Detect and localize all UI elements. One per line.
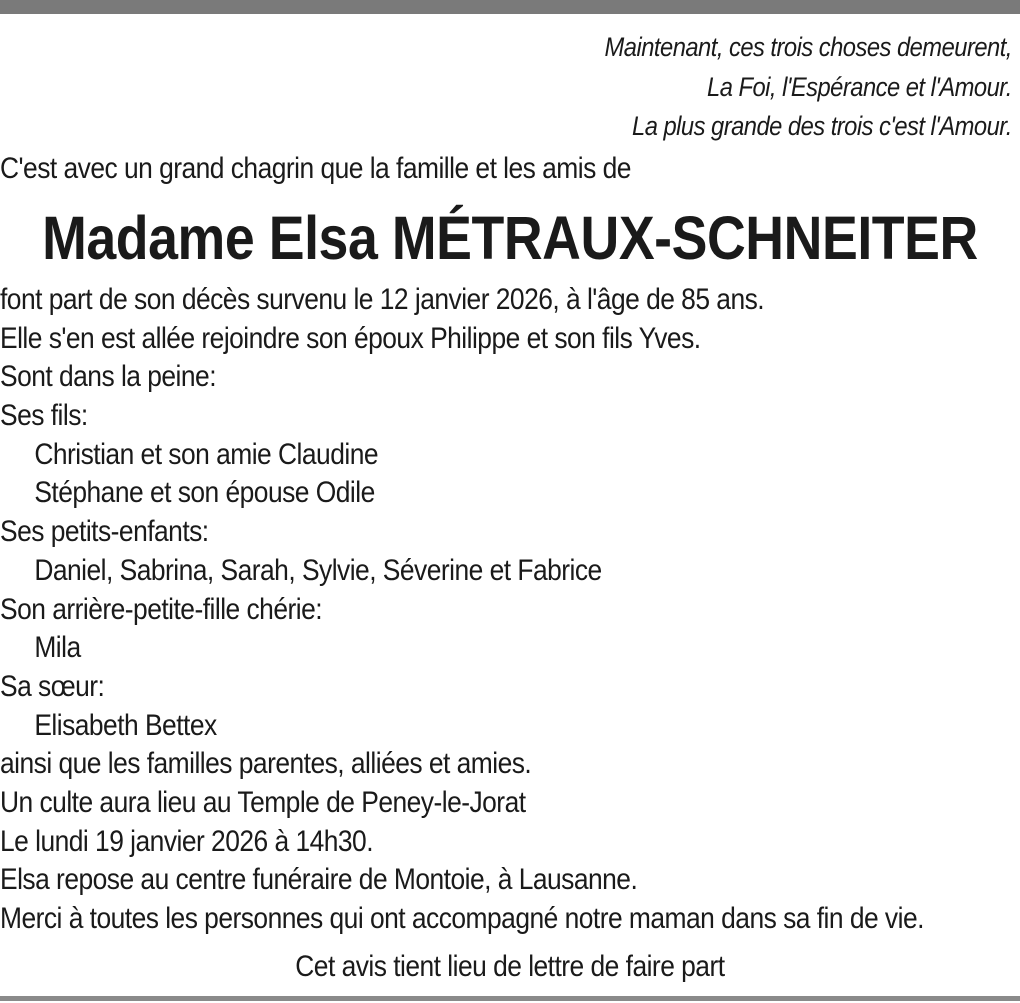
family-member: Elisabeth Bettex <box>34 708 217 742</box>
family-group-heading: Ses fils: <box>0 399 88 433</box>
family-member: Mila <box>34 631 81 665</box>
family-member: Christian et son amie Claudine <box>34 437 379 471</box>
announcement-line: ainsi que les familles parentes, alliées et amies. <box>0 747 532 781</box>
family-group-heading: Sa sœur: <box>0 669 105 703</box>
family-member: Stéphane et son épouse Odile <box>34 476 375 510</box>
bottom-border <box>0 996 1020 1001</box>
announcement-lines <box>0 281 1012 939</box>
epigraph-line: Maintenant, ces trois choses demeurent, <box>604 32 1012 62</box>
family-member: Daniel, Sabrina, Sarah, Sylvie, Séverine et Fabrice <box>34 553 602 587</box>
intro-text: C'est avec un grand chagrin que la famille et les amis de <box>0 152 631 185</box>
epigraph-line: La plus grande des trois c'est l'Amour. <box>632 111 1012 141</box>
announcement-line: Sont dans la peine: <box>0 360 217 394</box>
family-group-heading: Ses petits-enfants: <box>0 515 209 549</box>
deceased-name: Madame Elsa MÉTRAUX-SCHNEITER <box>42 204 978 272</box>
epigraph-line: La Foi, l'Espérance et l'Amour. <box>707 71 1012 102</box>
obituary-body <box>0 150 1012 939</box>
announcement-line: Elle s'en est allée rejoindre son époux Philippe et son fils Yves. <box>0 321 701 355</box>
ceremony-line: Un culte aura lieu au Temple de Peney-le-Jorat <box>0 785 526 819</box>
announcement-line: Elsa repose au centre funéraire de Montoie, à Lausanne. <box>0 863 638 897</box>
top-border <box>0 0 1020 14</box>
family-group-heading: Son arrière-petite-fille chérie: <box>0 592 323 626</box>
ceremony-line: Le lundi 19 janvier 2026 à 14h30. <box>0 824 374 858</box>
footer-note <box>0 947 1020 987</box>
announcement-line: font part de son décès survenu le 12 janvier 2026, à l'âge de 85 ans. <box>0 283 765 316</box>
epigraph-quote <box>605 28 1012 147</box>
thanks-line: Merci à toutes les personnes qui ont accompagné notre maman dans sa fin de vie. <box>0 902 924 935</box>
footer-text: Cet avis tient lieu de lettre de faire part <box>295 950 725 983</box>
